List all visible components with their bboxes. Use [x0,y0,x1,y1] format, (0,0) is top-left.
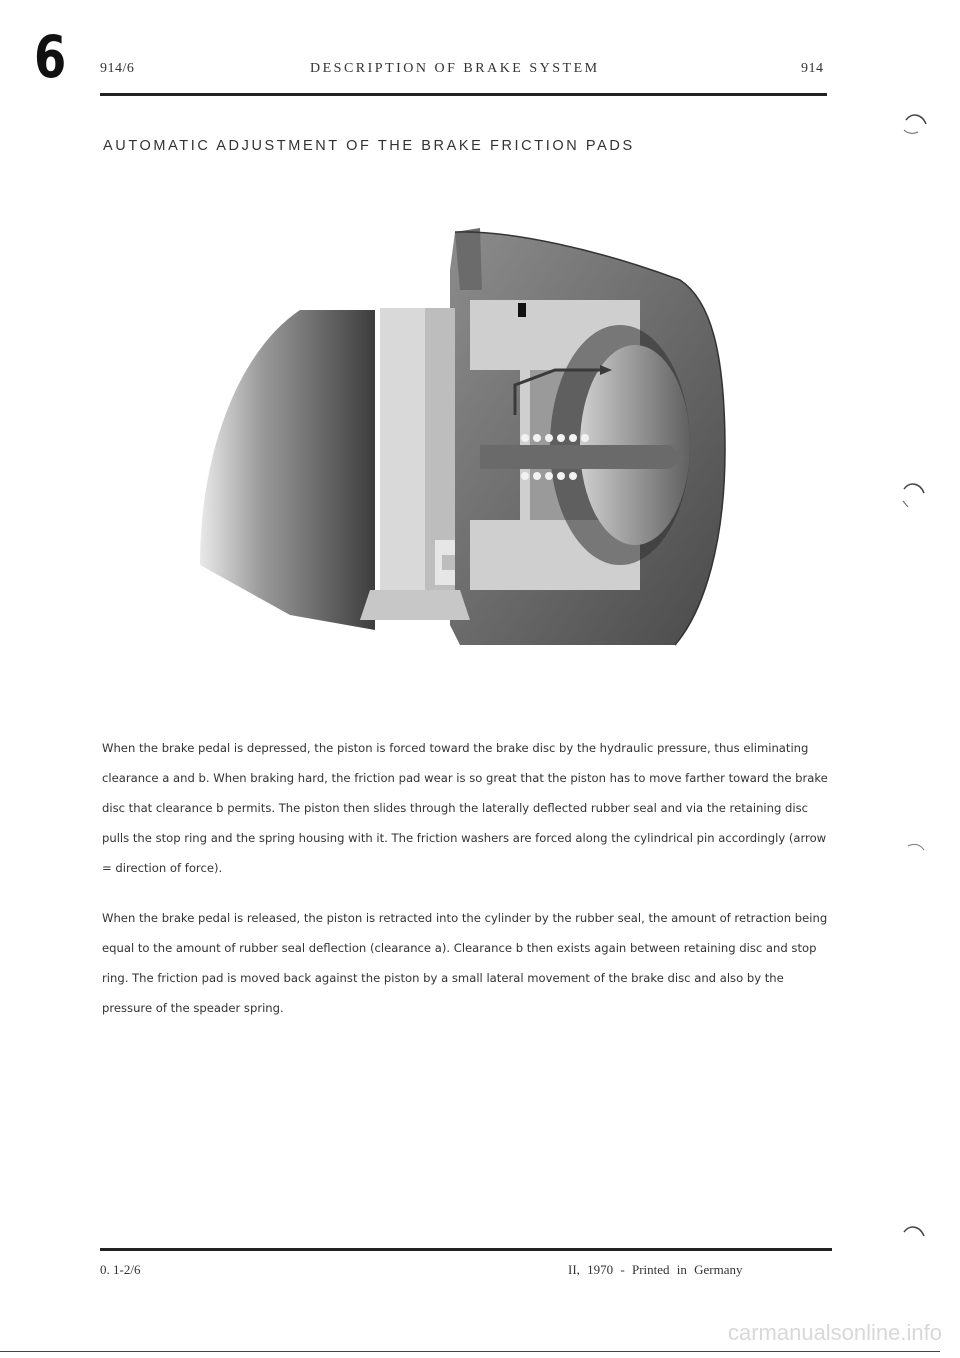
margin-mark-lower [904,840,928,856]
brake-caliper-cutaway-illustration [180,220,740,660]
paragraph-2: When the brake pedal is released, the piston is retracted into the cylinder by the rubber seal, the amount of retraction being equal to the amount of rubber seal deflection (clearance a). Clearance b then exists again between retaining disc and stop ring. The friction pad is moved back against the piston by a small lateral movement of the brake disc and also by the pressure of the speader spring. [102,911,828,1015]
footer-print-info: II, 1970 - Printed in Germany [568,1262,743,1277]
header-title: DESCRIPTION OF BRAKE SYSTEM [310,61,600,76]
section-number: 6 [34,23,67,91]
watermark: carmanualsonline.info [727,1320,942,1345]
footer-page-reference: 0. 1-2/6 [100,1262,141,1277]
header-rule [100,93,827,96]
margin-mark-top [900,110,930,140]
header-model: 914 [801,61,824,76]
margin-mark-bottom [898,1218,928,1248]
footer-rule [100,1248,832,1251]
scan-edge-line [0,1351,940,1352]
header-model-page: 914/6 [100,61,135,76]
paragraph-1: When the brake pedal is depressed, the piston is forced toward the brake disc by the hydraulic pressure, thus eliminating clearance a and b. When braking hard, the friction pad wear is so great that the piston has to move farther toward the brake disc that clearance b permits. The piston then slides through the laterally deflected rubber seal and via the retaining disc pulls the stop ring and the spring housing with it. The friction washers are forced along the cylindrical pin accordingly (arrow = direction of force). [102,741,828,875]
margin-mark-middle [898,475,928,515]
section-title: AUTOMATIC ADJUSTMENT OF THE BRAKE FRICTION PADS [103,138,635,154]
